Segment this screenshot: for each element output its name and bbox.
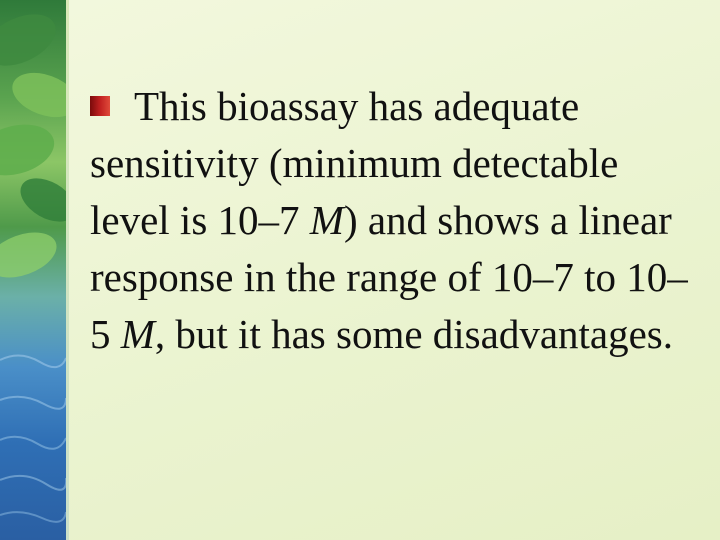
slide-content: [90, 78, 700, 363]
paragraph-text-part3: , but it has some disadvantages.: [154, 311, 674, 357]
leaf-pattern: [0, 0, 66, 540]
paragraph-text-part1: This bioassay has adequate sensitivity (minimum detectable level is 10–7: [90, 83, 619, 243]
bullet-marker-icon: [90, 96, 110, 116]
unit-molar-2: M: [120, 311, 155, 357]
leaves-water-decoration: [0, 0, 66, 540]
unit-molar-1: M: [309, 197, 344, 243]
strip-edge: [66, 0, 69, 540]
bullet-paragraph: [90, 78, 700, 363]
paragraph-text-part2: ) and shows a linear response in the range of 10–7 to 10–5: [90, 197, 688, 357]
